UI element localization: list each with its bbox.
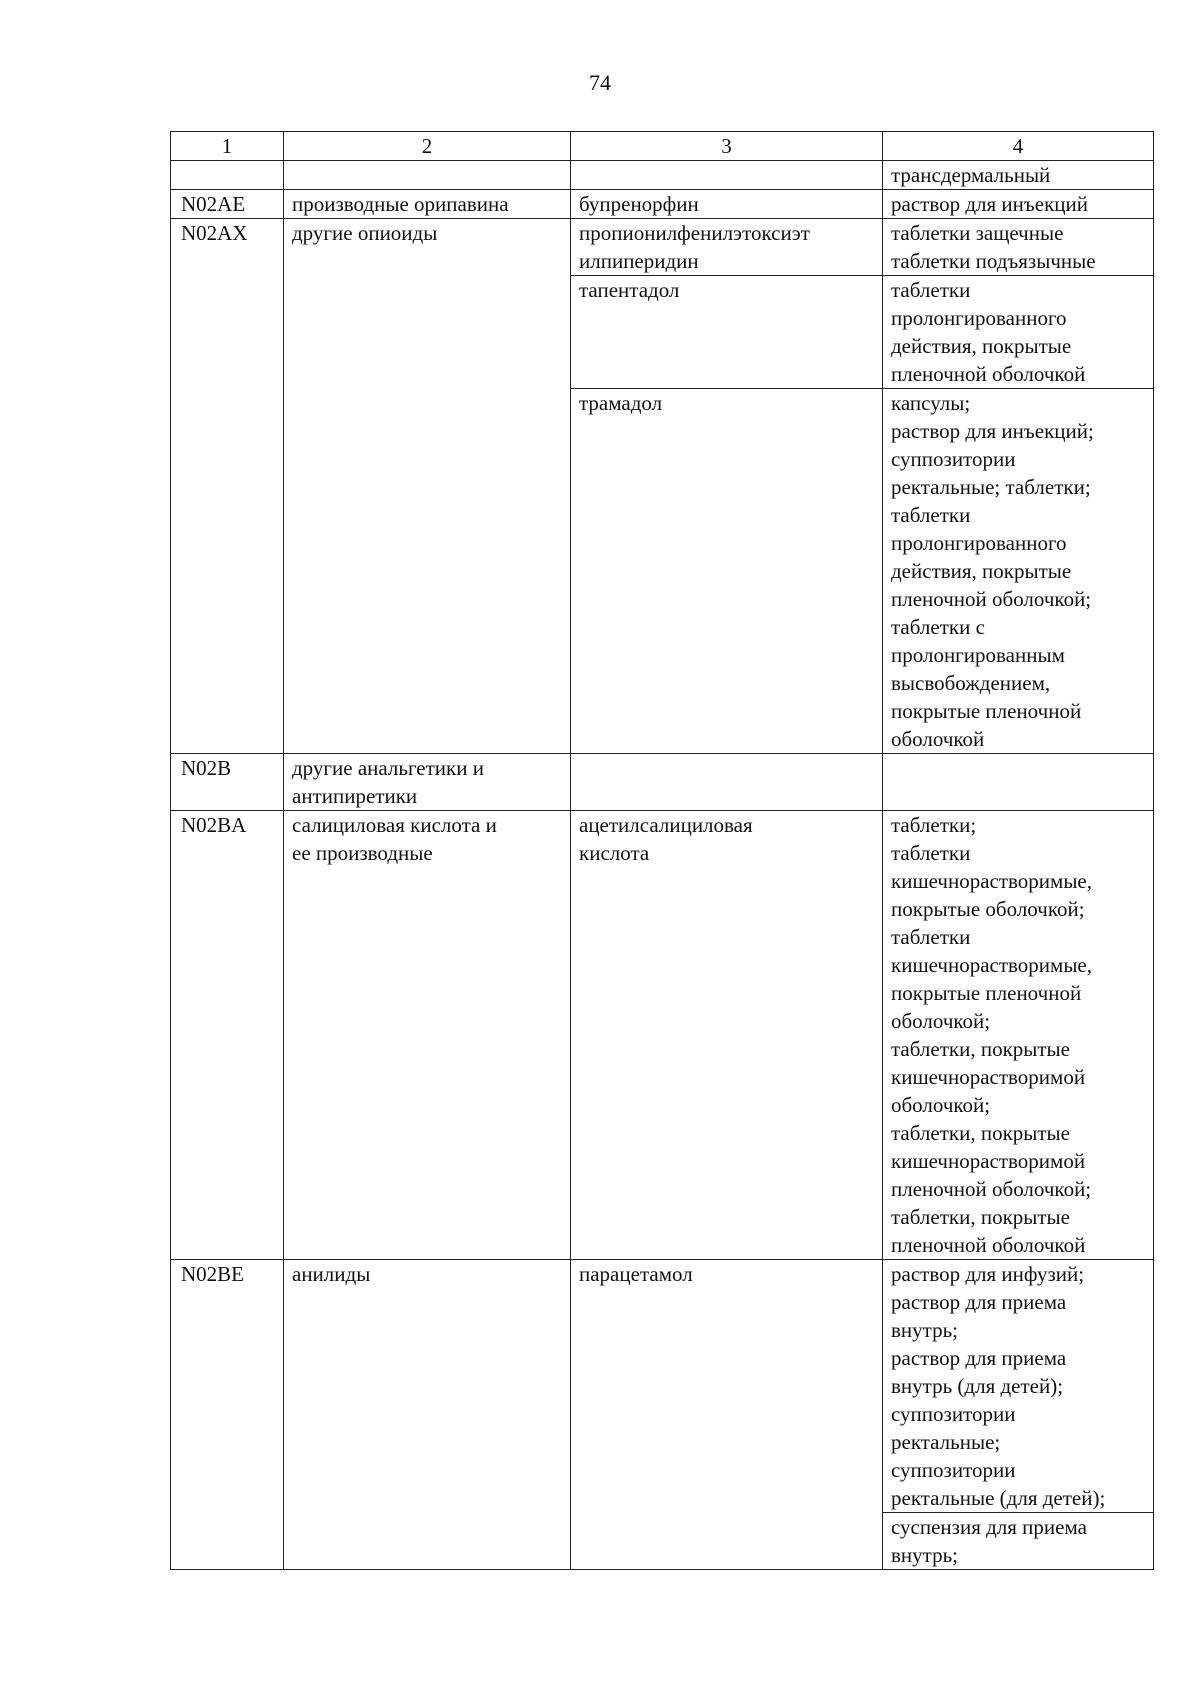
drug-table	[170, 131, 1154, 1570]
table-row	[171, 1260, 1154, 1513]
form-cell: трансдермальный	[883, 161, 1154, 190]
column-header: 4	[883, 132, 1154, 161]
form-cell: раствор для инфузий; раствор для приема внутрь; раствор для приема внутрь (для детей); суппозитории ректальные; суппозитории ректальные (для детей);	[883, 1260, 1154, 1513]
page-number: 74	[589, 70, 611, 95]
group-cell: салициловая кислота и ее производные	[284, 811, 571, 1260]
drug-cell	[571, 754, 883, 811]
drug-cell	[571, 161, 883, 190]
form-cell: суспензия для приема внутрь;	[883, 1513, 1154, 1570]
group-cell: производные орипавина	[284, 190, 571, 219]
form-cell: таблетки пролонгированного действия, покрытые пленочной оболочкой	[883, 276, 1154, 389]
form-cell: таблетки; таблетки кишечнорастворимые, покрытые оболочкой; таблетки кишечнорастворимые, покрытые пленочной оболочкой; таблетки, покрытые кишечнорастворимой оболочкой; таблетки, покрытые кишечнорастворимой пленочной оболочкой; таблетки, покрытые пленочной оболочкой	[883, 811, 1154, 1260]
table-row	[171, 754, 1154, 811]
drug-cell: ацетилсалициловая кислота	[571, 811, 883, 1260]
group-cell	[284, 161, 571, 190]
group-cell: другие анальгетики и антипиретики	[284, 754, 571, 811]
table-row	[171, 219, 1154, 276]
drug-cell: тапентадол	[571, 276, 883, 389]
atc-code-cell: N02AE	[171, 190, 284, 219]
atc-code-cell: N02B	[171, 754, 284, 811]
form-cell: раствор для инъекций	[883, 190, 1154, 219]
drug-cell: бупренорфин	[571, 190, 883, 219]
table-row	[171, 190, 1154, 219]
drug-cell: пропионилфенилэтоксиэт илпиперидин	[571, 219, 883, 276]
drug-cell: трамадол	[571, 389, 883, 754]
column-header: 3	[571, 132, 883, 161]
atc-code-cell: N02AX	[171, 219, 284, 754]
group-cell: другие опиоиды	[284, 219, 571, 754]
form-cell: таблетки защечные таблетки подъязычные	[883, 219, 1154, 276]
column-header: 2	[284, 132, 571, 161]
table-row	[171, 161, 1154, 190]
drug-cell: парацетамол	[571, 1260, 883, 1570]
form-cell: капсулы; раствор для инъекций; суппозитории ректальные; таблетки; таблетки пролонгированного действия, покрытые пленочной оболочкой; таблетки с пролонгированным высвобождением, покрытые пленочной оболочкой	[883, 389, 1154, 754]
group-cell: анилиды	[284, 1260, 571, 1570]
atc-code-cell: N02BA	[171, 811, 284, 1260]
form-cell	[883, 754, 1154, 811]
atc-code-cell: N02BE	[171, 1260, 284, 1570]
atc-code-cell	[171, 161, 284, 190]
table-header-row	[171, 132, 1154, 161]
column-header: 1	[171, 132, 284, 161]
table-row	[171, 811, 1154, 1260]
